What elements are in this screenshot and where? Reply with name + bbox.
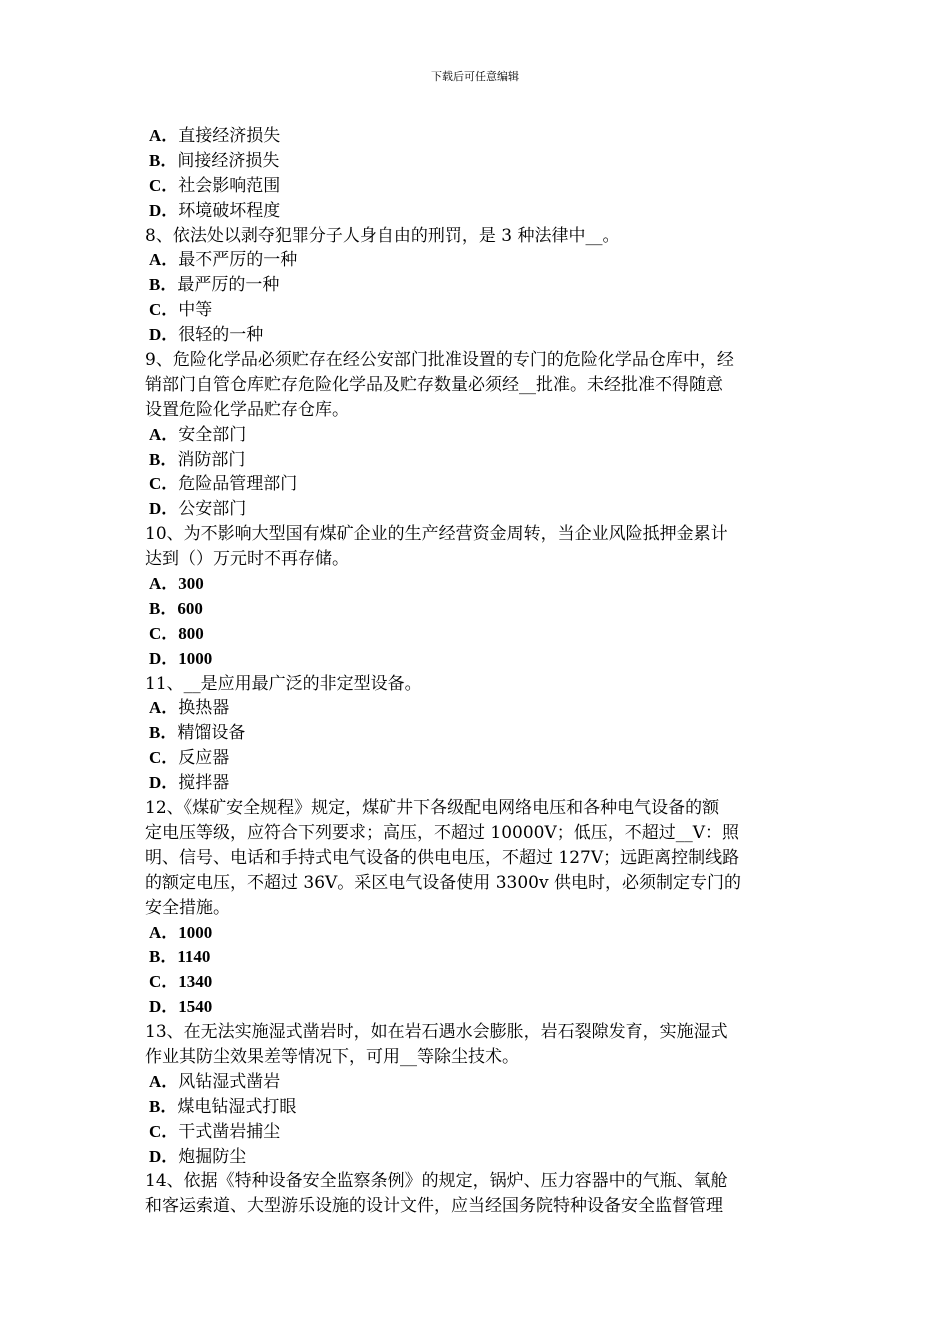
option-label: C．	[149, 1121, 179, 1141]
answer-option	[145, 995, 809, 1020]
option-text: 煤电钻湿式打眼	[177, 1096, 297, 1117]
option-label: A．	[149, 1071, 179, 1091]
answer-option	[145, 174, 809, 199]
question-text-line: 安全措施。	[145, 897, 230, 918]
question-text-line: 的额定电压，不超过 36V。采区电气设备使用 3300v 供电时，必须制定专门的	[145, 872, 741, 893]
option-label: C．	[149, 474, 179, 494]
option-label: C．	[149, 623, 179, 643]
option-label: C．	[149, 300, 179, 320]
option-text: 1000	[178, 648, 213, 668]
option-label: D．	[149, 499, 179, 519]
answer-option	[145, 970, 809, 995]
answer-option	[145, 597, 809, 622]
option-label: A．	[149, 250, 179, 270]
answer-option	[145, 622, 809, 647]
question-text-line: 9、危险化学品必须贮存在经公安部门批准设置的专门的危险化学品仓库中，经	[145, 350, 734, 371]
option-label: B．	[149, 275, 178, 295]
answer-option	[145, 472, 809, 497]
question-text-line: 和客运索道、大型游乐设施的设计文件，应当经国务院特种设备安全监督管理	[145, 1196, 723, 1217]
answer-option	[145, 696, 809, 721]
option-label: C．	[149, 748, 179, 768]
option-text: 风钻湿式凿岩	[178, 1071, 281, 1092]
answer-option	[145, 199, 809, 224]
option-text: 换热器	[178, 698, 230, 719]
answer-option	[145, 448, 809, 473]
option-text: 安全部门	[178, 424, 247, 445]
answer-option	[145, 1070, 809, 1095]
question-text-line: 13、在无法实施湿式凿岩时，如在岩石遇水会膨胀，岩石裂隙发育，实施湿式	[145, 1022, 728, 1043]
option-label: A．	[149, 922, 179, 942]
option-text: 间接经济损失	[177, 150, 280, 171]
answer-option	[145, 572, 809, 597]
question-text-line: 12、《煤矿安全规程》规定，煤矿井下各级配电网络电压和各种电气设备的额	[145, 798, 720, 819]
option-text: 1340	[178, 972, 213, 992]
option-label: D．	[149, 200, 179, 220]
answer-option	[145, 1145, 809, 1170]
option-label: D．	[149, 325, 179, 345]
answer-option	[145, 945, 809, 970]
question-text-line: 定电压等级，应符合下列要求；高压，不超过 10000V；低压，不超过__V：照	[145, 822, 740, 843]
answer-option	[145, 124, 809, 149]
option-label: A．	[149, 126, 179, 145]
answer-option	[145, 1120, 809, 1145]
option-text: 很轻的一种	[178, 325, 264, 346]
option-label: A．	[149, 698, 179, 718]
option-label: C．	[149, 972, 179, 992]
option-text: 1000	[178, 922, 213, 942]
option-label: B．	[149, 1096, 178, 1116]
answer-option	[145, 746, 809, 771]
option-label: D．	[149, 773, 179, 793]
option-label: A．	[149, 424, 179, 444]
answer-option	[145, 323, 809, 348]
answer-option	[145, 149, 809, 174]
option-label: A．	[149, 574, 179, 594]
option-text: 600	[177, 598, 203, 618]
option-text: 炮掘防尘	[178, 1146, 247, 1167]
answer-option	[145, 771, 809, 796]
answer-option	[145, 273, 809, 298]
page-header: 下载后可任意编辑	[431, 70, 519, 83]
option-text: 搅拌器	[178, 773, 230, 794]
question-text-line: 设置危险化学品贮存仓库。	[145, 399, 349, 420]
option-text: 环境破坏程度	[178, 200, 281, 221]
option-label: D．	[149, 1146, 179, 1166]
option-text: 公安部门	[178, 499, 247, 520]
option-text: 1140	[177, 947, 211, 967]
option-label: B．	[149, 150, 178, 170]
answer-option	[145, 248, 809, 273]
option-text: 社会影响范围	[178, 175, 281, 196]
question-text-line: 明、信号、电话和手持式电气设备的供电电压，不超过 127V；远距离控制线路	[145, 847, 740, 868]
option-label: D．	[149, 997, 179, 1017]
option-label: C．	[149, 175, 179, 195]
answer-option	[145, 921, 809, 946]
option-text: 最严厉的一种	[177, 275, 280, 296]
option-text: 1540	[178, 997, 213, 1017]
option-label: B．	[149, 947, 178, 967]
option-text: 300	[178, 574, 204, 594]
option-label: B．	[149, 723, 178, 743]
question-text-line: 销部门自管仓库贮存危险化学品及贮存数量必须经__批准。未经批准不得随意	[145, 374, 723, 395]
document-body	[145, 124, 809, 1219]
option-label: D．	[149, 648, 179, 668]
answer-option	[145, 423, 809, 448]
option-text: 800	[178, 623, 204, 643]
answer-option	[145, 647, 809, 672]
answer-option	[145, 1095, 809, 1120]
option-text: 危险品管理部门	[178, 474, 298, 495]
question-text-line: 14、依据《特种设备安全监察条例》的规定，锅炉、压力容器中的气瓶、氧舱	[145, 1171, 728, 1192]
question-text-line: 8、依法处以剥夺犯罪分子人身自由的刑罚，是 3 种法律中__。	[145, 225, 620, 246]
option-text: 中等	[178, 300, 213, 321]
answer-option	[145, 721, 809, 746]
option-text: 最不严厉的一种	[178, 250, 298, 271]
option-label: B．	[149, 598, 178, 618]
option-text: 精馏设备	[177, 723, 246, 744]
question-text-line: 作业其防尘效果差等情况下，可用__等除尘技术。	[145, 1046, 519, 1067]
option-text: 干式凿岩捕尘	[178, 1121, 281, 1142]
option-text: 直接经济损失	[178, 126, 281, 146]
question-text-line: 达到（）万元时不再存储。	[145, 549, 349, 570]
question-text-line: 10、为不影响大型国有煤矿企业的生产经营资金周转，当企业风险抵押金累计	[145, 524, 728, 545]
answer-option	[145, 298, 809, 323]
answer-option	[145, 497, 809, 522]
question-text-line: 11、__是应用最广泛的非定型设备。	[145, 673, 422, 694]
option-text: 消防部门	[177, 449, 246, 470]
option-label: B．	[149, 449, 178, 469]
option-text: 反应器	[178, 748, 230, 769]
